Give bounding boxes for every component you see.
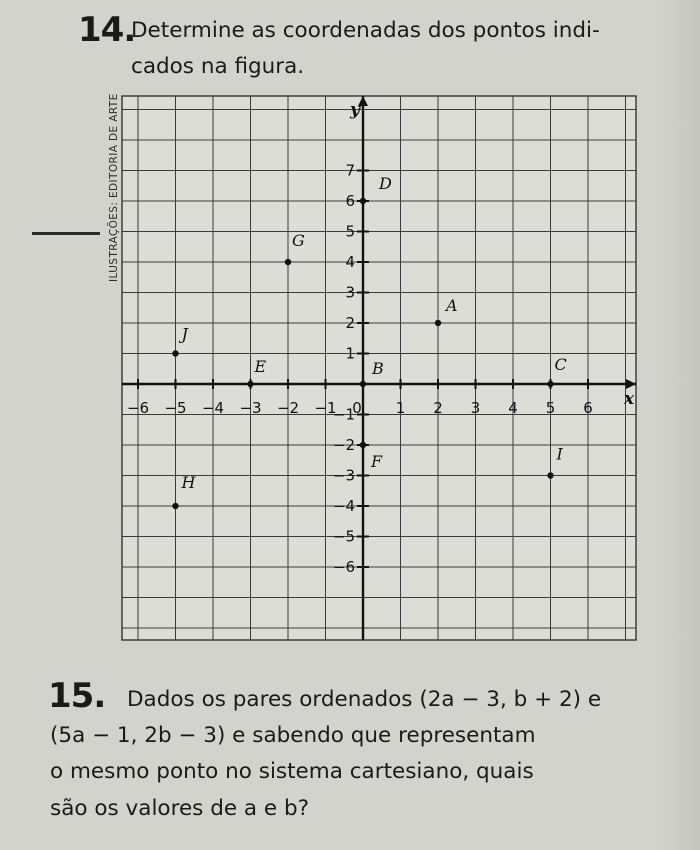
point-c-dot	[547, 381, 553, 387]
x-tick-label: 4	[508, 399, 518, 417]
y-tick-label: 1	[345, 344, 355, 363]
point-d-dot	[360, 198, 366, 204]
x-tick-label: 3	[470, 399, 481, 417]
point-i-label: I	[556, 444, 563, 464]
x-tick-label: 5	[545, 399, 556, 417]
point-j-dot	[172, 350, 178, 356]
y-tick-label: 6	[345, 192, 355, 210]
y-tick-label: 7	[345, 161, 355, 180]
y-tick-label: −6	[332, 558, 355, 576]
question-15-text-line-4: são os valores de a e b?	[50, 796, 310, 821]
question-15-text-line-2: (5a − 1, 2b − 3) e sabendo que representam	[50, 723, 536, 748]
point-e-label: E	[254, 357, 267, 376]
point-f-label: F	[371, 452, 383, 471]
y-tick-label: −3	[332, 466, 355, 485]
point-a-dot	[435, 320, 441, 326]
point-e-dot	[247, 381, 253, 387]
x-tick-label: −1	[314, 399, 337, 417]
y-tick-label: −2	[332, 436, 355, 454]
y-tick-label: 2	[345, 314, 355, 332]
point-h-label: H	[181, 473, 196, 492]
point-i-dot	[547, 472, 553, 478]
question-15-number: 15.	[48, 676, 106, 716]
x-tick-label: −3	[239, 399, 262, 417]
x-tick-label: −6	[126, 399, 150, 417]
y-axis-name: y	[350, 100, 360, 120]
question-15-text-line-3: o mesmo ponto no sistema cartesiano, quais	[50, 759, 534, 784]
illustration-credit: ILUSTRAÇÕES: EDITORIA DE ARTE	[108, 93, 120, 282]
point-j-label: J	[181, 324, 188, 344]
point-b-label: B	[372, 359, 384, 378]
question-14-number: 14.	[78, 10, 136, 50]
question-14-text-line-2: cados na figura.	[131, 54, 305, 79]
point-h-dot	[172, 503, 178, 509]
point-f-dot	[360, 442, 366, 448]
y-tick-label: 5	[345, 222, 355, 241]
point-d-label: D	[379, 174, 392, 193]
question-15-text-line-1: Dados os pares ordenados (2a − 3, b + 2) e	[127, 687, 602, 712]
point-b-dot	[360, 381, 366, 387]
x-tick-label: −2	[276, 399, 300, 417]
x-axis-name: x	[624, 389, 635, 409]
point-g-dot	[285, 259, 291, 265]
question-14-text-line-1: Determine as coordenadas dos pontos indi-	[131, 18, 600, 43]
point-g-label: G	[292, 231, 305, 250]
x-tick-label: −5	[164, 399, 187, 417]
y-tick-label: −1	[332, 405, 355, 424]
point-a-label: A	[446, 296, 458, 315]
x-tick-label: 2	[433, 399, 443, 417]
x-tick-label: 6	[583, 399, 593, 417]
x-tick-label: 0	[352, 399, 362, 417]
x-tick-label: −4	[201, 399, 225, 417]
x-tick-label: 1	[395, 399, 406, 417]
y-tick-label: −5	[332, 527, 355, 546]
y-tick-label: 4	[345, 253, 355, 271]
y-tick-label: −4	[332, 497, 355, 515]
point-c-label: C	[554, 355, 567, 374]
y-tick-label: 3	[345, 283, 355, 302]
